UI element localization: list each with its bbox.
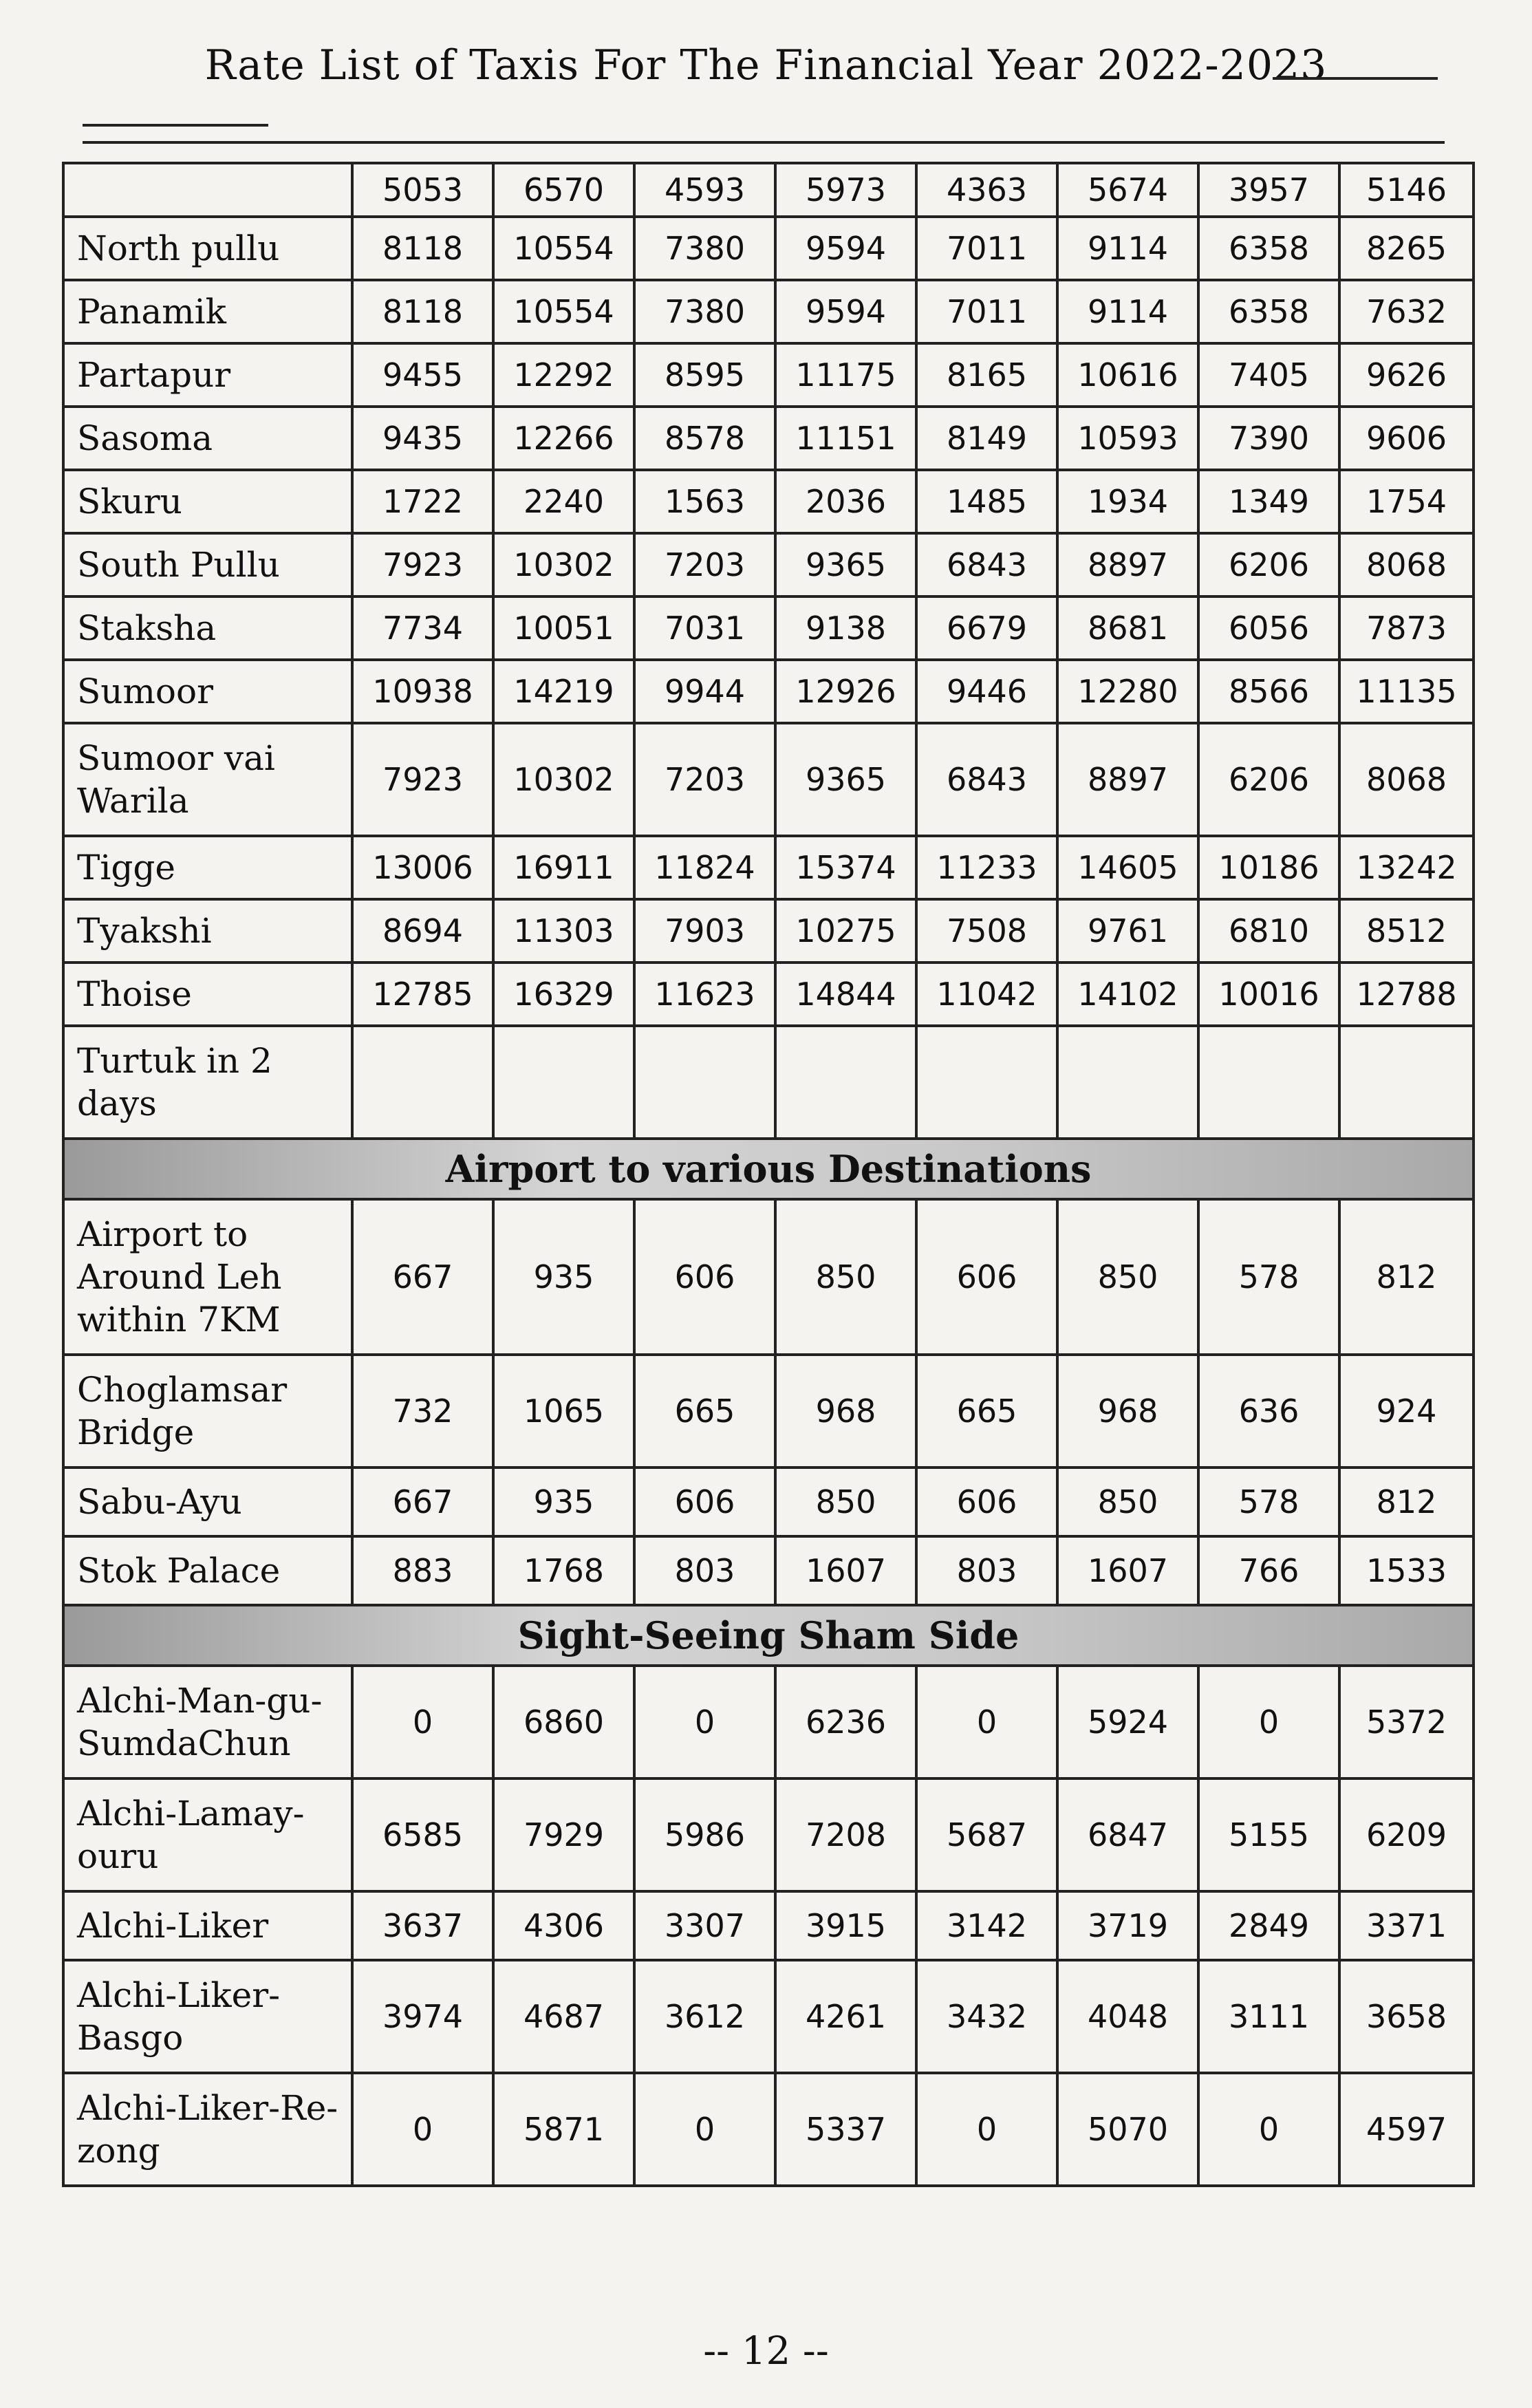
rate-cell: 7203: [634, 533, 775, 596]
rate-cell: [493, 1026, 634, 1139]
rate-cell: 968: [1057, 1355, 1198, 1468]
table-row: [63, 723, 1474, 836]
rate-cell: 803: [916, 1536, 1057, 1605]
rate-cell: 3957: [1198, 163, 1339, 217]
rate-cell: 9455: [352, 343, 493, 407]
rate-cell: 935: [493, 1468, 634, 1536]
place-name: South Pullu: [63, 533, 352, 596]
place-name: Tigge: [63, 836, 352, 899]
table-row: [63, 533, 1474, 596]
rate-cell: 8068: [1339, 723, 1474, 836]
rate-cell: 3719: [1057, 1891, 1198, 1960]
rate-cell: [775, 1026, 916, 1139]
title-rule-right: [1273, 77, 1438, 80]
table-row: [63, 1026, 1474, 1139]
rate-cell: 6236: [775, 1666, 916, 1778]
rate-cell: 1563: [634, 470, 775, 533]
place-name: Alchi-Man-gu-SumdaChun: [63, 1666, 352, 1778]
rate-cell: 3111: [1198, 1960, 1339, 2073]
rate-cell: 13242: [1339, 836, 1474, 899]
table-row: [63, 1199, 1474, 1355]
rate-cell: 6209: [1339, 1778, 1474, 1891]
rate-cell: 5337: [775, 2073, 916, 2186]
rate-cell: 578: [1198, 1199, 1339, 1355]
rate-cell: 12280: [1057, 660, 1198, 723]
rate-cell: 10302: [493, 533, 634, 596]
place-name: Alchi-Liker-Re-zong: [63, 2073, 352, 2186]
rate-cell: 10275: [775, 899, 916, 963]
rate-cell: 7380: [634, 217, 775, 280]
place-name: Staksha: [63, 596, 352, 660]
rate-cell: 7923: [352, 723, 493, 836]
rate-cell: 9446: [916, 660, 1057, 723]
rate-cell: 0: [916, 1666, 1057, 1778]
place-name: Skuru: [63, 470, 352, 533]
rate-cell: 636: [1198, 1355, 1339, 1468]
rate-cell: [1198, 1026, 1339, 1139]
place-name: Partapur: [63, 343, 352, 407]
rate-cell: 1768: [493, 1536, 634, 1605]
rate-cell: 4687: [493, 1960, 634, 2073]
table-row: [63, 217, 1474, 280]
rate-cell: 606: [916, 1468, 1057, 1536]
rate-cell: 7903: [634, 899, 775, 963]
place-name: Sabu-Ayu: [63, 1468, 352, 1536]
rate-cell: 3307: [634, 1891, 775, 1960]
rate-cell: 3637: [352, 1891, 493, 1960]
rate-cell: 5674: [1057, 163, 1198, 217]
rate-cell: 665: [634, 1355, 775, 1468]
section-title: Airport to various Destinations: [63, 1139, 1474, 1199]
rate-cell: 11151: [775, 407, 916, 470]
rate-cell: 3612: [634, 1960, 775, 2073]
rate-cell: 3371: [1339, 1891, 1474, 1960]
rate-cell: 7734: [352, 596, 493, 660]
rate-cell: 5053: [352, 163, 493, 217]
rate-cell: 9435: [352, 407, 493, 470]
rate-cell: 12292: [493, 343, 634, 407]
rate-cell: 9944: [634, 660, 775, 723]
rate-cell: 3142: [916, 1891, 1057, 1960]
rate-cell: [916, 1026, 1057, 1139]
rate-cell: 12926: [775, 660, 916, 723]
rate-cell: 667: [352, 1468, 493, 1536]
table-row: [63, 163, 1474, 217]
rate-cell: 11623: [634, 963, 775, 1026]
table-row: [63, 963, 1474, 1026]
rate-cell: 6358: [1198, 217, 1339, 280]
rate-cell: 606: [634, 1199, 775, 1355]
rate-cell: 15374: [775, 836, 916, 899]
rate-cell: 1485: [916, 470, 1057, 533]
rate-cell: 10051: [493, 596, 634, 660]
rate-cell: 7923: [352, 533, 493, 596]
rate-cell: 5871: [493, 2073, 634, 2186]
rate-cell: 4306: [493, 1891, 634, 1960]
rate-cell: 2240: [493, 470, 634, 533]
rate-cell: 7405: [1198, 343, 1339, 407]
rate-cell: 7632: [1339, 280, 1474, 343]
place-name: Turtuk in 2 days: [63, 1026, 352, 1139]
rate-cell: 606: [634, 1468, 775, 1536]
rate-cell: 16911: [493, 836, 634, 899]
rate-cell: 0: [352, 1666, 493, 1778]
rate-cell: 5986: [634, 1778, 775, 1891]
rate-cell: 10186: [1198, 836, 1339, 899]
rate-cell: 9365: [775, 533, 916, 596]
rate-cell: 8897: [1057, 723, 1198, 836]
rate-cell: 0: [1198, 2073, 1339, 2186]
rate-cell: 11175: [775, 343, 916, 407]
rate-cell: 4048: [1057, 1960, 1198, 2073]
table-row: [63, 470, 1474, 533]
rate-cell: 9138: [775, 596, 916, 660]
rate-cell: 2036: [775, 470, 916, 533]
rate-cell: 935: [493, 1199, 634, 1355]
rate-cell: 8578: [634, 407, 775, 470]
place-name: Stok Palace: [63, 1536, 352, 1605]
rate-cell: 5155: [1198, 1778, 1339, 1891]
table-row: [63, 407, 1474, 470]
rate-cell: 5973: [775, 163, 916, 217]
rate-cell: 667: [352, 1199, 493, 1355]
table-row: [63, 836, 1474, 899]
rate-cell: 7203: [634, 723, 775, 836]
rate-cell: 8149: [916, 407, 1057, 470]
rate-cell: 8595: [634, 343, 775, 407]
rate-cell: 968: [775, 1355, 916, 1468]
rate-cell: 16329: [493, 963, 634, 1026]
rate-cell: 3974: [352, 1960, 493, 2073]
rate-cell: 9114: [1057, 217, 1198, 280]
rate-cell: 10554: [493, 280, 634, 343]
rate-cell: 3432: [916, 1960, 1057, 2073]
rate-cell: 10302: [493, 723, 634, 836]
rate-cell: 0: [1198, 1666, 1339, 1778]
rate-cell: 578: [1198, 1468, 1339, 1536]
place-name: Tyakshi: [63, 899, 352, 963]
rate-cell: 6056: [1198, 596, 1339, 660]
place-cell: [63, 163, 352, 217]
rate-cell: 7929: [493, 1778, 634, 1891]
rate-cell: 6358: [1198, 280, 1339, 343]
place-name: North pullu: [63, 217, 352, 280]
rate-cell: 10554: [493, 217, 634, 280]
section-header-row: [63, 1139, 1474, 1199]
table-row: [63, 1960, 1474, 2073]
rate-cell: 7873: [1339, 596, 1474, 660]
table-row: [63, 1468, 1474, 1536]
rate-cell: 7031: [634, 596, 775, 660]
rate-cell: 8068: [1339, 533, 1474, 596]
rate-cell: 4363: [916, 163, 1057, 217]
place-name: Alchi-Lamay-ouru: [63, 1778, 352, 1891]
rate-cell: [634, 1026, 775, 1139]
table-row: [63, 596, 1474, 660]
rate-cell: 812: [1339, 1199, 1474, 1355]
rate-cell: 7390: [1198, 407, 1339, 470]
rate-cell: 803: [634, 1536, 775, 1605]
rate-cell: 6206: [1198, 723, 1339, 836]
rate-cell: 6860: [493, 1666, 634, 1778]
rate-cell: 14605: [1057, 836, 1198, 899]
rate-cell: 5687: [916, 1778, 1057, 1891]
rate-cell: 9594: [775, 217, 916, 280]
rate-cell: [352, 1026, 493, 1139]
rate-cell: 7011: [916, 217, 1057, 280]
place-name: Thoise: [63, 963, 352, 1026]
rate-cell: 8897: [1057, 533, 1198, 596]
rate-cell: 0: [634, 1666, 775, 1778]
rate-cell: 7011: [916, 280, 1057, 343]
rate-cell: 12266: [493, 407, 634, 470]
rate-cell: 5146: [1339, 163, 1474, 217]
rate-cell: 1722: [352, 470, 493, 533]
rate-cell: 9626: [1339, 343, 1474, 407]
rate-cell: 11824: [634, 836, 775, 899]
rate-cell: 10616: [1057, 343, 1198, 407]
table-row: [63, 660, 1474, 723]
rate-cell: 1533: [1339, 1536, 1474, 1605]
rate-cell: 11042: [916, 963, 1057, 1026]
rate-cell: 1607: [775, 1536, 916, 1605]
rate-cell: 11135: [1339, 660, 1474, 723]
rate-cell: 6843: [916, 723, 1057, 836]
rate-cell: 850: [775, 1468, 916, 1536]
rate-cell: 606: [916, 1199, 1057, 1355]
place-name: Alchi-Liker: [63, 1891, 352, 1960]
rate-cell: 7380: [634, 280, 775, 343]
rate-cell: 12785: [352, 963, 493, 1026]
place-name: Airport to Around Leh within 7KM: [63, 1199, 352, 1355]
rate-cell: 924: [1339, 1355, 1474, 1468]
rate-cell: 6570: [493, 163, 634, 217]
rate-cell: 10938: [352, 660, 493, 723]
page-title: Rate List of Taxis For The Financial Year 2022-2023: [204, 41, 1328, 89]
rate-cell: 850: [1057, 1468, 1198, 1536]
rate-cell: 13006: [352, 836, 493, 899]
table-row: [63, 2073, 1474, 2186]
rate-cell: 4593: [634, 163, 775, 217]
rate-cell: 6843: [916, 533, 1057, 596]
place-name: Choglamsar Bridge: [63, 1355, 352, 1468]
place-name: Panamik: [63, 280, 352, 343]
rate-cell: 0: [634, 2073, 775, 2186]
rate-cell: 1607: [1057, 1536, 1198, 1605]
rate-cell: 10593: [1057, 407, 1198, 470]
rate-cell: 8118: [352, 217, 493, 280]
place-name: Sumoor: [63, 660, 352, 723]
rate-cell: 812: [1339, 1468, 1474, 1536]
rate-cell: 14219: [493, 660, 634, 723]
rate-cell: 5070: [1057, 2073, 1198, 2186]
rate-cell: 8265: [1339, 217, 1474, 280]
rate-cell: 4261: [775, 1960, 916, 2073]
rate-cell: 12788: [1339, 963, 1474, 1026]
rate-cell: 14844: [775, 963, 916, 1026]
rate-cell: [1339, 1026, 1474, 1139]
table-row: [63, 1891, 1474, 1960]
rate-cell: 1754: [1339, 470, 1474, 533]
rate-cell: 6585: [352, 1778, 493, 1891]
rate-cell: 766: [1198, 1536, 1339, 1605]
table-row: [63, 1536, 1474, 1605]
rate-cell: 0: [916, 2073, 1057, 2186]
rate-cell: 3915: [775, 1891, 916, 1960]
section-header-row: [63, 1605, 1474, 1666]
place-name: Sumoor vai Warila: [63, 723, 352, 836]
rate-cell: 0: [352, 2073, 493, 2186]
rate-cell: 6679: [916, 596, 1057, 660]
title-underline: [83, 141, 1445, 144]
rate-cell: 9594: [775, 280, 916, 343]
rate-cell: 9761: [1057, 899, 1198, 963]
place-name: Sasoma: [63, 407, 352, 470]
rate-cell: 1349: [1198, 470, 1339, 533]
rate-cell: 2849: [1198, 1891, 1339, 1960]
rate-cell: 732: [352, 1355, 493, 1468]
rate-cell: 665: [916, 1355, 1057, 1468]
rate-cell: 8566: [1198, 660, 1339, 723]
rate-cell: 850: [1057, 1199, 1198, 1355]
rate-cell: 14102: [1057, 963, 1198, 1026]
table-row: [63, 1666, 1474, 1778]
rate-cell: 9606: [1339, 407, 1474, 470]
rate-cell: 6810: [1198, 899, 1339, 963]
rate-cell: 6206: [1198, 533, 1339, 596]
rate-cell: [1057, 1026, 1198, 1139]
table-row: [63, 280, 1474, 343]
table-row: [63, 1355, 1474, 1468]
rate-table: [62, 162, 1475, 2187]
rate-cell: 8118: [352, 280, 493, 343]
section-title: Sight-Seeing Sham Side: [63, 1605, 1474, 1666]
rate-cell: 8165: [916, 343, 1057, 407]
rate-cell: 11233: [916, 836, 1057, 899]
rate-cell: 4597: [1339, 2073, 1474, 2186]
rate-cell: 9114: [1057, 280, 1198, 343]
title-rule-left: [83, 124, 268, 127]
rate-cell: 8694: [352, 899, 493, 963]
table-row: [63, 899, 1474, 963]
rate-cell: 10016: [1198, 963, 1339, 1026]
rate-cell: 6847: [1057, 1778, 1198, 1891]
rate-cell: 11303: [493, 899, 634, 963]
table-row: [63, 1778, 1474, 1891]
place-name: Alchi-Liker-Basgo: [63, 1960, 352, 2073]
page-number: -- 12 --: [703, 2329, 829, 2374]
rate-cell: 9365: [775, 723, 916, 836]
table-row: [63, 343, 1474, 407]
rate-cell: 5372: [1339, 1666, 1474, 1778]
rate-cell: 883: [352, 1536, 493, 1605]
rate-cell: 850: [775, 1199, 916, 1355]
rate-cell: 3658: [1339, 1960, 1474, 2073]
rate-cell: 8681: [1057, 596, 1198, 660]
rate-cell: 8512: [1339, 899, 1474, 963]
rate-cell: 1934: [1057, 470, 1198, 533]
rate-cell: 5924: [1057, 1666, 1198, 1778]
rate-cell: 7508: [916, 899, 1057, 963]
rate-cell: 7208: [775, 1778, 916, 1891]
rate-cell: 1065: [493, 1355, 634, 1468]
